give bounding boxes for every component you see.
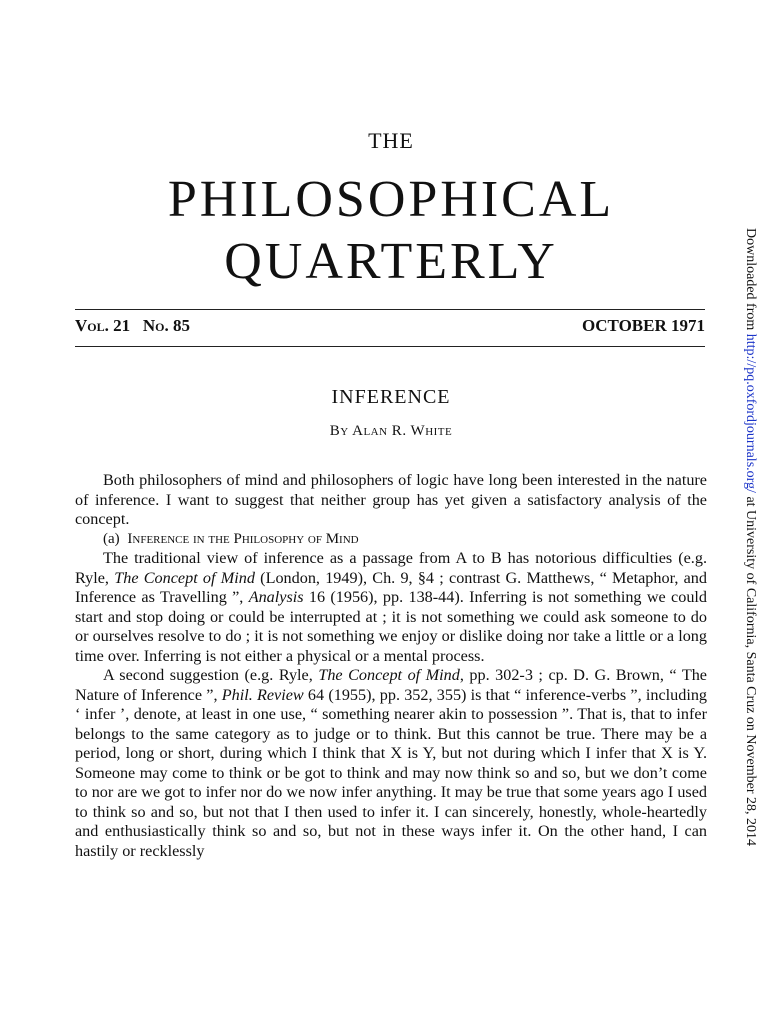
- paragraph-2: A second suggestion (e.g. Ryle, The Concept of Mind, pp. 302-3 ; cp. D. G. Brown, “ The Nature of Inference ”, Phil. Review 64 (1955), pp. 352, 355) is that “ inference-verbs ”, including ‘ infer ’, denote, at least in one use, “ something nearer akin to possession ”. That is, that to infer belongs to the same category as to judge or to think. But this cannot be true. There may be a period, long or short, during which I think that X is Y, but not during which I infer that X is Y. Someone may come to think or be got to think and may now think so and so, but we don’t come to nor are we got to infer nor do we now infer anything. It may be true that some years ago I used to think so and so, but not that I then used to infer it. I can sincerely, honestly, whole-heartedly and enthusiastically think so and so, but not in these ways infer it. On the other hand, I can hastily or recklessly: [75, 666, 708, 860]
- journal-title-line1: PHILOSOPHICAL: [167, 171, 615, 228]
- cited-work: Analysis: [248, 588, 304, 606]
- issue-date: OCTOBER 1971: [582, 316, 705, 335]
- section-heading: (a) Inference in the Philosophy of Mind: [103, 530, 359, 547]
- cited-work: The Concept of Mind: [114, 568, 255, 587]
- journal-the: THE: [368, 128, 414, 153]
- issue-volume-number: Vol. 21 No. 85: [75, 316, 190, 335]
- top-rule: [75, 309, 705, 310]
- article-byline: By Alan R. White: [329, 423, 453, 439]
- cited-work: The Concept of Mind: [318, 666, 460, 684]
- article-title: INFERENCE: [331, 386, 451, 408]
- issue-row: [75, 316, 705, 340]
- download-link[interactable]: http://pq.oxfordjournals.org/: [743, 333, 758, 493]
- intro-paragraph: Both philosophers of mind and philosophers of logic have long been interested in the nature of inference. I want to suggest that neither group has yet given a satisfactory analysis of the concept.: [75, 471, 707, 528]
- article-body: [75, 471, 707, 861]
- bottom-rule: [75, 346, 705, 347]
- cited-work: Phil. Review: [221, 685, 304, 704]
- paragraph-1: The traditional view of inference as a passage from A to B has notorious difficulties (e.g. Ryle, The Concept of Mind (London, 1949), Ch. 9, §4 ; contrast G. Matthews, “ Metaphor, and Inference as Travelling ”, Analysis 16 (1956), pp. 138-44). Inferring is not something we could start and stop doing or could be interrupted at ; it is not something we could ask someone to do or ourselves resolve to do ; it is not something we enjoy or dislike doing nor take a little or a long time over. Inferring is not either a physical or a mental process.: [75, 549, 708, 665]
- journal-title-line2: QUARTERLY: [224, 233, 558, 290]
- download-note: Downloaded from http://pq.oxfordjournals.org/ at University of California, Santa Cruz on November 28, 2014: [743, 228, 758, 846]
